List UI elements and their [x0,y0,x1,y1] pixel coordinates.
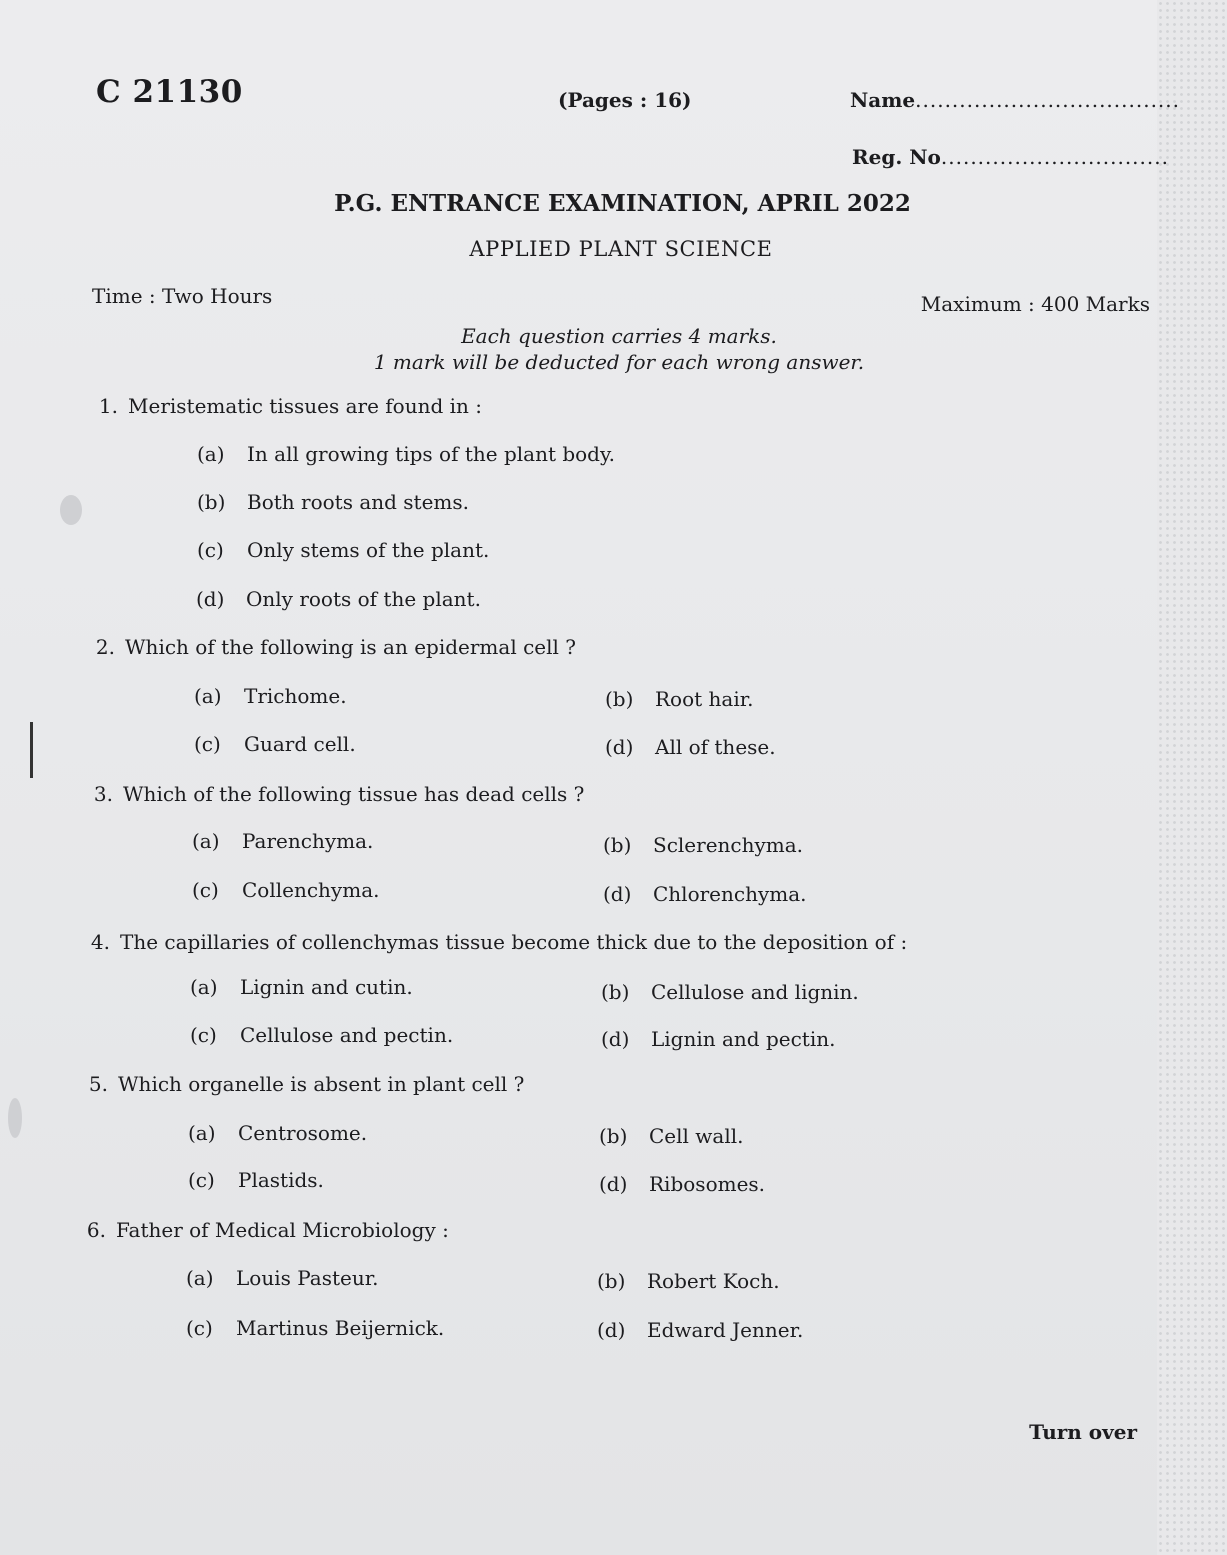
reg-no-field [852,145,1169,169]
question-3 [75,782,584,806]
option-letter: (c) [194,732,221,756]
question-text: Father of Medical Microbiology : [116,1218,449,1242]
paper-code: C 21130 [96,74,243,110]
option-1c [197,538,489,562]
time-allowed: Time : Two Hours [92,284,273,308]
option-letter: (a) [197,442,225,466]
instruction-negative: 1 mark will be deducted for each wrong answer. [373,350,865,374]
option-3c [192,878,379,902]
option-text: All of these. [655,735,776,759]
option-text: Cellulose and pectin. [240,1023,454,1047]
option-letter: (a) [190,975,218,999]
option-letter: (d) [605,735,634,759]
option-letter: (d) [599,1172,628,1196]
option-text: Robert Koch. [647,1269,780,1293]
option-letter: (b) [603,833,632,857]
option-text: Centrosome. [238,1121,368,1145]
option-letter: (a) [194,684,222,708]
option-6b [597,1269,780,1293]
option-1d [196,587,481,611]
question-4 [72,930,907,954]
question-number: 3. [93,782,113,806]
question-number: 4. [90,930,110,954]
option-text: In all growing tips of the plant body. [247,442,615,466]
option-1b [197,490,469,514]
option-text: Martinus Beijernick. [236,1316,445,1340]
option-5c [188,1168,324,1192]
option-text: Plastids. [238,1168,324,1192]
option-6c [186,1316,444,1340]
option-letter: (b) [605,687,634,711]
option-4b [601,980,859,1004]
option-letter: (d) [603,882,632,906]
option-text: Guard cell. [244,732,356,756]
option-text: Root hair. [655,687,754,711]
option-text: Parenchyma. [242,829,374,853]
option-text: Lignin and cutin. [240,975,413,999]
turn-over: Turn over [1029,1420,1137,1444]
option-letter: (d) [196,587,225,611]
option-4c [190,1023,453,1047]
option-2c [194,732,356,756]
option-letter: (a) [186,1266,214,1290]
option-2a [194,684,347,708]
option-letter: (d) [601,1027,630,1051]
page-count: (Pages : 16) [558,88,692,112]
option-3a [192,829,373,853]
option-text: Edward Jenner. [647,1318,804,1342]
option-text: Lignin and pectin. [651,1027,836,1051]
question-6 [68,1218,449,1242]
instruction-marks: Each question carries 4 marks. [461,324,777,348]
option-text: Cellulose and lignin. [651,980,859,1004]
paper-smudge [8,1098,22,1138]
margin-mark [30,722,33,778]
option-letter: (b) [197,490,226,514]
option-text: Louis Pasteur. [236,1266,379,1290]
option-3d [603,882,807,906]
option-1a [197,442,615,466]
option-text: Collenchyma. [242,878,380,902]
question-1 [80,394,482,418]
name-field [850,88,1180,112]
question-5 [70,1072,524,1096]
option-5d [599,1172,765,1196]
option-4d [601,1027,835,1051]
option-text: Only stems of the plant. [247,538,490,562]
question-number: 5. [88,1072,108,1096]
reg-no-label: Reg. No [852,145,941,169]
question-2 [77,635,576,659]
option-letter: (c) [186,1316,213,1340]
option-2b [605,687,753,711]
option-letter: (c) [197,538,224,562]
paper-smudge [60,495,82,525]
question-number: 2. [95,635,115,659]
perforated-edge [1157,0,1227,1555]
question-number: 1. [98,394,118,418]
question-text: Which of the following is an epidermal cell ? [125,635,576,659]
option-2d [605,735,776,759]
option-letter: (c) [192,878,219,902]
option-text: Both roots and stems. [247,490,470,514]
option-text: Sclerenchyma. [653,833,804,857]
question-text: The capillaries of collenchymas tissue become thick due to the deposition of : [120,930,908,954]
option-letter: (d) [597,1318,626,1342]
option-6d [597,1318,803,1342]
subject-title: APPLIED PLANT SCIENCE [469,237,773,261]
option-letter: (c) [188,1168,215,1192]
option-text: Cell wall. [649,1124,744,1148]
option-text: Trichome. [244,684,347,708]
option-letter: (b) [599,1124,628,1148]
reg-no-dots: ............................... [940,145,1169,169]
option-letter: (b) [597,1269,626,1293]
question-text: Which of the following tissue has dead cells ? [123,782,585,806]
option-5a [188,1121,367,1145]
option-3b [603,833,803,857]
question-number: 6. [86,1218,106,1242]
option-5b [599,1124,743,1148]
option-4a [190,975,413,999]
option-letter: (b) [601,980,630,1004]
option-6a [186,1266,378,1290]
option-letter: (a) [192,829,220,853]
exam-title: P.G. ENTRANCE EXAMINATION, APRIL 2022 [334,190,911,217]
name-label: Name [850,88,916,112]
maximum-marks: Maximum : 400 Marks [920,292,1150,316]
option-letter: (c) [190,1023,217,1047]
question-text: Meristematic tissues are found in : [128,394,483,418]
option-text: Ribosomes. [649,1172,766,1196]
option-text: Chlorenchyma. [653,882,807,906]
name-dots: .................................... [915,88,1181,112]
option-letter: (a) [188,1121,216,1145]
question-text: Which organelle is absent in plant cell ? [118,1072,525,1096]
option-text: Only roots of the plant. [246,587,481,611]
